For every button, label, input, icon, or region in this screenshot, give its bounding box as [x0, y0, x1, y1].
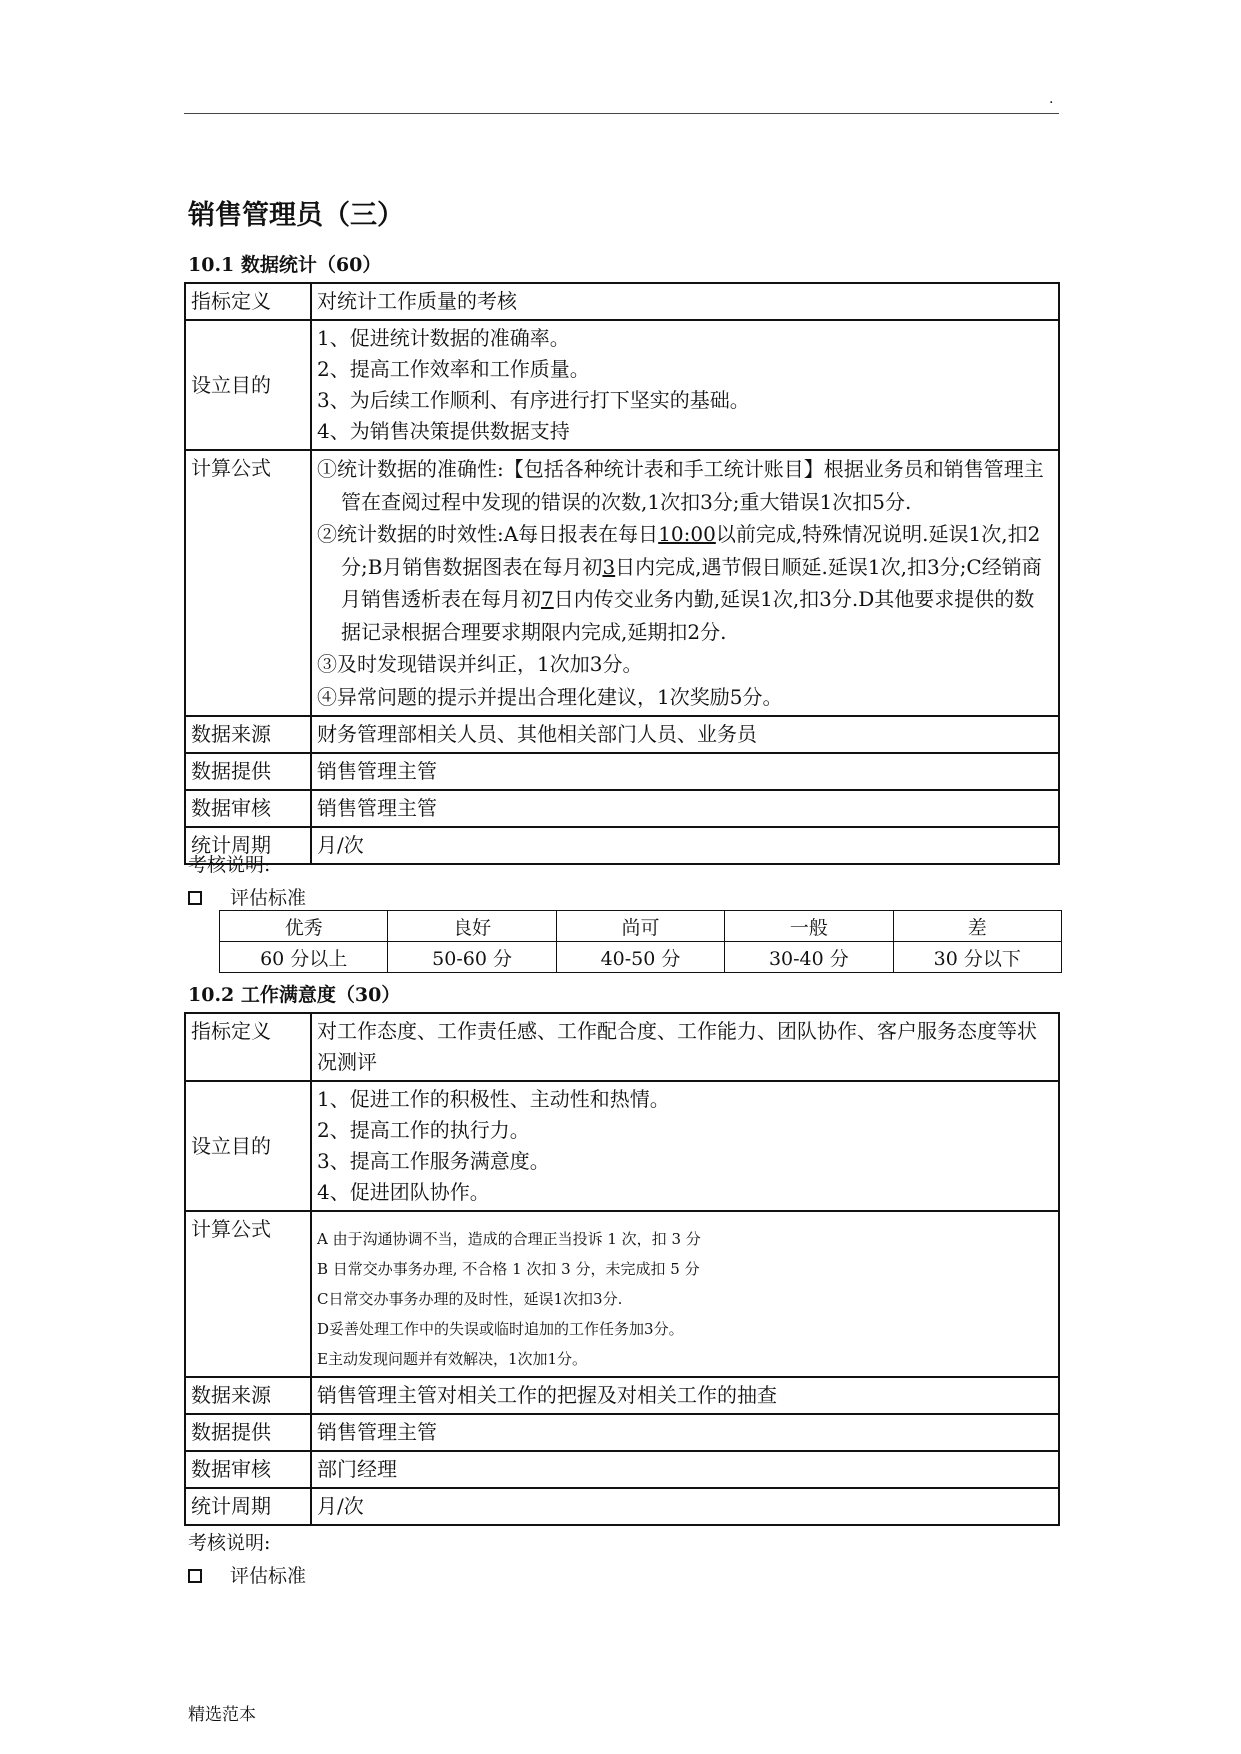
row-label: 设立目的 — [185, 320, 311, 450]
table-row — [185, 450, 1059, 716]
row-value: 部门经理 — [311, 1451, 1059, 1488]
row-label: 统计周期 — [185, 1488, 311, 1525]
row-value: 对工作态度、工作责任感、工作配合度、工作能力、团队协作、客户服务态度等状况测评 — [311, 1013, 1059, 1081]
grade-header: 尚可 — [556, 911, 724, 942]
row-label: 数据提供 — [185, 1414, 311, 1451]
formula-cell — [311, 450, 1059, 716]
list-item: 1、促进工作的积极性、主动性和热情。 — [317, 1087, 670, 1111]
grade-value: 40-50 分 — [556, 942, 724, 973]
row-label: 数据审核 — [185, 1451, 311, 1488]
formula-paragraph: ①统计数据的准确性:【包括各种统计表和手工统计账目】根据业务员和销售管理主管在查阅过程中发现的错误的次数,1次扣3分;重大错误1次扣5分. — [317, 457, 1044, 514]
table-row — [185, 1013, 1059, 1081]
row-label: 数据提供 — [185, 753, 311, 790]
list-item: 1、促进统计数据的准确率。 — [317, 326, 570, 350]
row-value: 销售管理主管 — [311, 790, 1059, 827]
formula-paragraph: ③及时发现错误并纠正，1次加3分。 — [317, 652, 643, 676]
evaluation-standard-bullet — [188, 885, 306, 911]
purpose-list — [311, 1081, 1059, 1211]
formula-paragraph: ④异常问题的提示并提出合理化建议，1次奖励5分。 — [317, 684, 783, 709]
row-label: 数据审核 — [185, 790, 311, 827]
formula-item: B 日常交办事务办理, 不合格 1 次扣 3 分，未完成扣 5 分 — [317, 1260, 700, 1278]
section-heading-work-satisfaction: 10.2 工作满意度（30） — [188, 984, 401, 1006]
grade-header: 一般 — [725, 911, 893, 942]
row-label: 数据来源 — [185, 1377, 311, 1414]
grade-value: 30-40 分 — [725, 942, 893, 973]
grade-header: 良好 — [388, 911, 556, 942]
text-run: ②统计数据的时效性:A每日报表在每日 — [317, 522, 659, 546]
row-value: 销售管理主管对相关工作的把握及对相关工作的抽查 — [311, 1377, 1059, 1414]
formula-cell — [311, 1211, 1059, 1377]
kpi-table-data-statistics — [184, 282, 1060, 865]
table-row — [185, 1211, 1059, 1377]
square-bullet-icon — [188, 1569, 202, 1583]
list-item: 2、提高工作的执行力。 — [317, 1118, 530, 1142]
row-label: 指标定义 — [185, 283, 311, 320]
row-value: 对统计工作质量的考核 — [311, 283, 1059, 320]
list-item: 3、为后续工作顺利、有序进行打下坚实的基础。 — [317, 388, 750, 412]
assessment-note: 考核说明: — [188, 854, 271, 876]
table-row — [185, 827, 1059, 864]
header-rule — [184, 113, 1059, 114]
document-title: 销售管理员（三） — [188, 200, 404, 231]
text-run: 日内传交业务内勤,延误1次,扣3分.D其他要求提供的数据记录根据合理要求期限内完成,延期扣2分. — [341, 587, 1035, 644]
table-row — [185, 1488, 1059, 1525]
grade-header-row — [220, 911, 1062, 942]
row-value: 月/次 — [311, 1488, 1059, 1525]
grade-value: 50-60 分 — [388, 942, 556, 973]
formula-paragraph — [317, 518, 1054, 648]
table-row — [185, 1414, 1059, 1451]
formula-item: C日常交办事务办理的及时性，延误1次扣3分. — [317, 1290, 623, 1308]
evaluation-standard-bullet — [188, 1563, 306, 1589]
table-row — [185, 753, 1059, 790]
row-value: 销售管理主管 — [311, 753, 1059, 790]
underlined-day: 3 — [602, 554, 616, 579]
row-label: 计算公式 — [185, 450, 311, 716]
grade-header: 差 — [893, 911, 1061, 942]
grade-value: 60 分以上 — [220, 942, 388, 973]
row-label: 指标定义 — [185, 1013, 311, 1081]
formula-item: D妥善处理工作中的失误或临时追加的工作任务加3分。 — [317, 1320, 684, 1338]
list-item: 2、提高工作效率和工作质量。 — [317, 357, 590, 381]
row-value: 销售管理主管 — [311, 1414, 1059, 1451]
bullet-label: 评估标准 — [230, 887, 307, 909]
table-row — [185, 716, 1059, 753]
table-row — [185, 790, 1059, 827]
row-value: 财务管理部相关人员、其他相关部门人员、业务员 — [311, 716, 1059, 753]
grade-table — [219, 910, 1062, 973]
bullet-label: 评估标准 — [230, 1565, 307, 1587]
kpi-table-work-satisfaction — [184, 1012, 1060, 1526]
text-run: 日内完成,遇节假日顺延.延误1次,扣3分;C经销商月销售透析表在每月初 — [341, 554, 1042, 611]
header-mark: . — [1049, 91, 1054, 107]
table-row — [185, 320, 1059, 450]
list-item: 4、促进团队协作。 — [317, 1180, 490, 1204]
table-row — [185, 1377, 1059, 1414]
formula-item: E主动发现问题并有效解决，1次加1分。 — [317, 1350, 588, 1368]
table-row — [185, 1081, 1059, 1211]
underlined-time: 10:00 — [658, 522, 716, 546]
text-run: 以前完成,特殊情况说明.延误1次,扣2分;B月销售数据图表在每月初 — [341, 522, 1041, 579]
row-value: 月/次 — [311, 827, 1059, 864]
grade-value: 30 分以下 — [893, 942, 1061, 973]
table-row — [185, 283, 1059, 320]
table-row — [185, 1451, 1059, 1488]
grade-header: 优秀 — [220, 911, 388, 942]
purpose-list — [311, 320, 1059, 450]
row-label: 数据来源 — [185, 716, 311, 753]
formula-item: A 由于沟通协调不当，造成的合理正当投诉 1 次，扣 3 分 — [317, 1230, 701, 1248]
row-label: 统计周期 — [185, 827, 311, 864]
list-item: 4、为销售决策提供数据支持 — [317, 419, 570, 443]
square-bullet-icon — [188, 891, 202, 905]
section-heading-data-statistics: 10.1 数据统计（60） — [188, 254, 382, 276]
row-label: 计算公式 — [185, 1211, 311, 1377]
grade-value-row — [220, 942, 1062, 973]
underlined-day: 7 — [541, 587, 554, 611]
row-label: 设立目的 — [185, 1081, 311, 1211]
list-item: 3、提高工作服务满意度。 — [317, 1149, 550, 1173]
assessment-note: 考核说明: — [188, 1532, 271, 1554]
page-footer: 精选范本 — [188, 1705, 256, 1725]
